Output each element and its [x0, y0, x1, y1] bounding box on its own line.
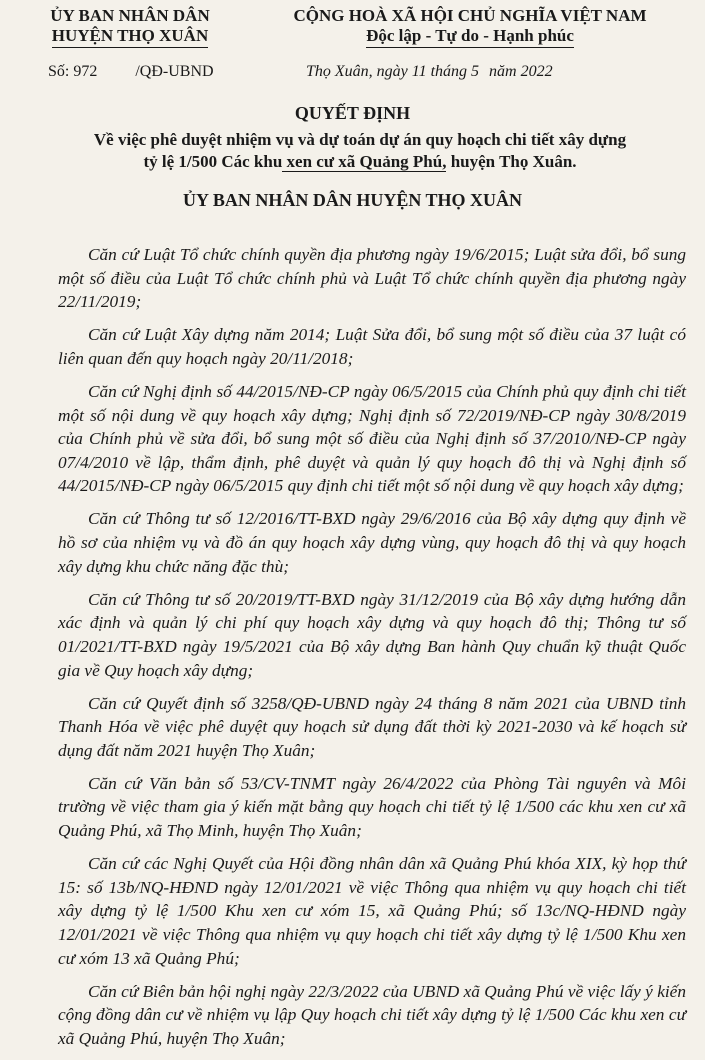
legal-basis-section	[58, 243, 686, 1060]
doc-number-value: 972	[73, 63, 98, 80]
subject-line2-end: huyện Thọ Xuân.	[446, 152, 577, 171]
org-name-line2: HUYỆN THỌ XUÂN	[52, 26, 208, 48]
document-number	[48, 63, 214, 81]
place-and-date	[306, 63, 553, 81]
subject-line1: Về việc phê duyệt nhiệm vụ và dự toán dự án quy hoạch chi tiết xây dựng	[93, 130, 627, 149]
national-motto-block	[255, 6, 685, 48]
org-name-line1: ỦY BAN NHÂN DÂN	[50, 6, 210, 25]
legal-basis-paragraph: Căn cứ Biên bản hội nghị ngày 22/3/2022 của UBND xã Quảng Phú về việc lấy ý kiến cộng đồng dân cư về nhiệm vụ lập Quy hoạch chi tiết xây dựng tỷ lệ 1/500 Các khu xen cư xã Quảng Phú, huyện Thọ Xuân;	[58, 981, 686, 1048]
legal-basis-paragraph: Căn cứ Văn bản số 53/CV-TNMT ngày 26/4/2022 của Phòng Tài nguyên và Môi trường về việc tham gia ý kiến mặt bằng quy hoạch chi tiết tỷ lệ 1/500 các khu xen cư xã Quảng Phú, xã Thọ Minh, huyện Thọ Xuân;	[58, 773, 686, 841]
subject-line2-start: tỷ lệ 1/500 Các khu	[143, 152, 283, 171]
legal-basis-paragraph: Căn cứ Luật Xây dựng năm 2014; Luật Sửa đổi, bổ sung một số điều của 37 luật có liên quan đến quy hoạch ngày 20/11/2018;	[58, 325, 686, 368]
document-subject	[40, 129, 680, 173]
legal-basis-paragraph: Căn cứ Luật Tổ chức chính quyền địa phương ngày 19/6/2015; Luật sửa đổi, bổ sung một số điều của Luật Tổ chức chính phủ và Luật Tổ chức chính quyền địa phương ngày 22/11/2019;	[58, 245, 686, 312]
legal-basis-paragraph: Căn cứ Quyết định số 3258/QĐ-UBND ngày 24 tháng 8 năm 2021 của UBND tỉnh Thanh Hóa về việc phê duyệt quy hoạch sử dụng đất thời kỳ 2021-2030 và kế hoạch sử dụng đất năm 2021 huyện Thọ Xuân;	[58, 693, 686, 760]
nation-name: CỘNG HOÀ XÃ HỘI CHỦ NGHĨA VIỆT NAM	[293, 6, 647, 25]
legal-basis-paragraph: Căn cứ Nghị định số 44/2015/NĐ-CP ngày 06/5/2015 của Chính phủ quy định chi tiết một số nội dung về quy hoạch xây dựng; Nghị định số 72/2019/NĐ-CP ngày 30/8/2019 của Chính phủ về sửa đổi, bổ sung một số điều của Nghị định số 37/2010/NĐ-CP ngày 07/4/2010 về lập, thẩm định, phê duyệt và quản lý quy hoạch đô thị và Nghị định số 44/2015/NĐ-CP ngày 06/5/2015 quy định chi tiết một số nội dung về quy hoạch xây dựng;	[58, 381, 686, 496]
issuing-authority-block	[30, 6, 230, 48]
subject-line2-underlined: xen cư xã Quảng Phú,	[282, 152, 447, 171]
issuing-body-heading: ỦY BAN NHÂN DÂN HUYỆN THỌ XUÂN	[182, 190, 522, 210]
doc-number-suffix: /QĐ-UBND	[135, 63, 214, 80]
legal-basis-paragraph: Căn cứ Thông tư số 12/2016/TT-BXD ngày 29/6/2016 của Bộ xây dựng quy định về hồ sơ của nhiệm vụ và đồ án quy hoạch xây dựng vùng, quy hoạch đô thị và quy hoạch xây dựng khu chức năng đặc thù;	[58, 509, 686, 576]
place-date-part1: Thọ Xuân, ngày 11 tháng 5	[306, 63, 480, 80]
doc-number-prefix: Số:	[48, 63, 70, 80]
nation-motto: Độc lập - Tự do - Hạnh phúc	[366, 26, 574, 48]
document-title: QUYẾT ĐỊNH	[294, 103, 411, 123]
legal-basis-paragraph: Căn cứ các Nghị Quyết của Hội đồng nhân dân xã Quảng Phú khóa XIX, kỳ họp thứ 15: số 13b/NQ-HĐND ngày 12/01/2021 về việc Thông qua nhiệm vụ quy hoạch chi tiết xây dựng tỷ lệ 1/500 Khu xen cư xóm 15, xã Quảng Phú; số 13c/NQ-HĐND ngày 12/01/2021 về việc Thông qua nhiệm vụ quy hoạch chi tiết xây dựng tỷ lệ 1/500 Khu xen cư xóm 13 xã Quảng Phú;	[58, 854, 686, 968]
legal-basis-paragraph: Căn cứ Thông tư số 20/2019/TT-BXD ngày 31/12/2019 của Bộ xây dựng hướng dẫn xác định và quản lý chi phí quy hoạch xây dựng và quy hoạch đô thị; Thông tư số 01/2021/TT-BXD ngày 19/5/2021 của Bộ xây dựng Ban hành Quy chuẩn kỹ thuật Quốc gia về Quy hoạch xây dựng;	[58, 589, 686, 680]
place-date-part2: năm 2022	[489, 63, 553, 80]
